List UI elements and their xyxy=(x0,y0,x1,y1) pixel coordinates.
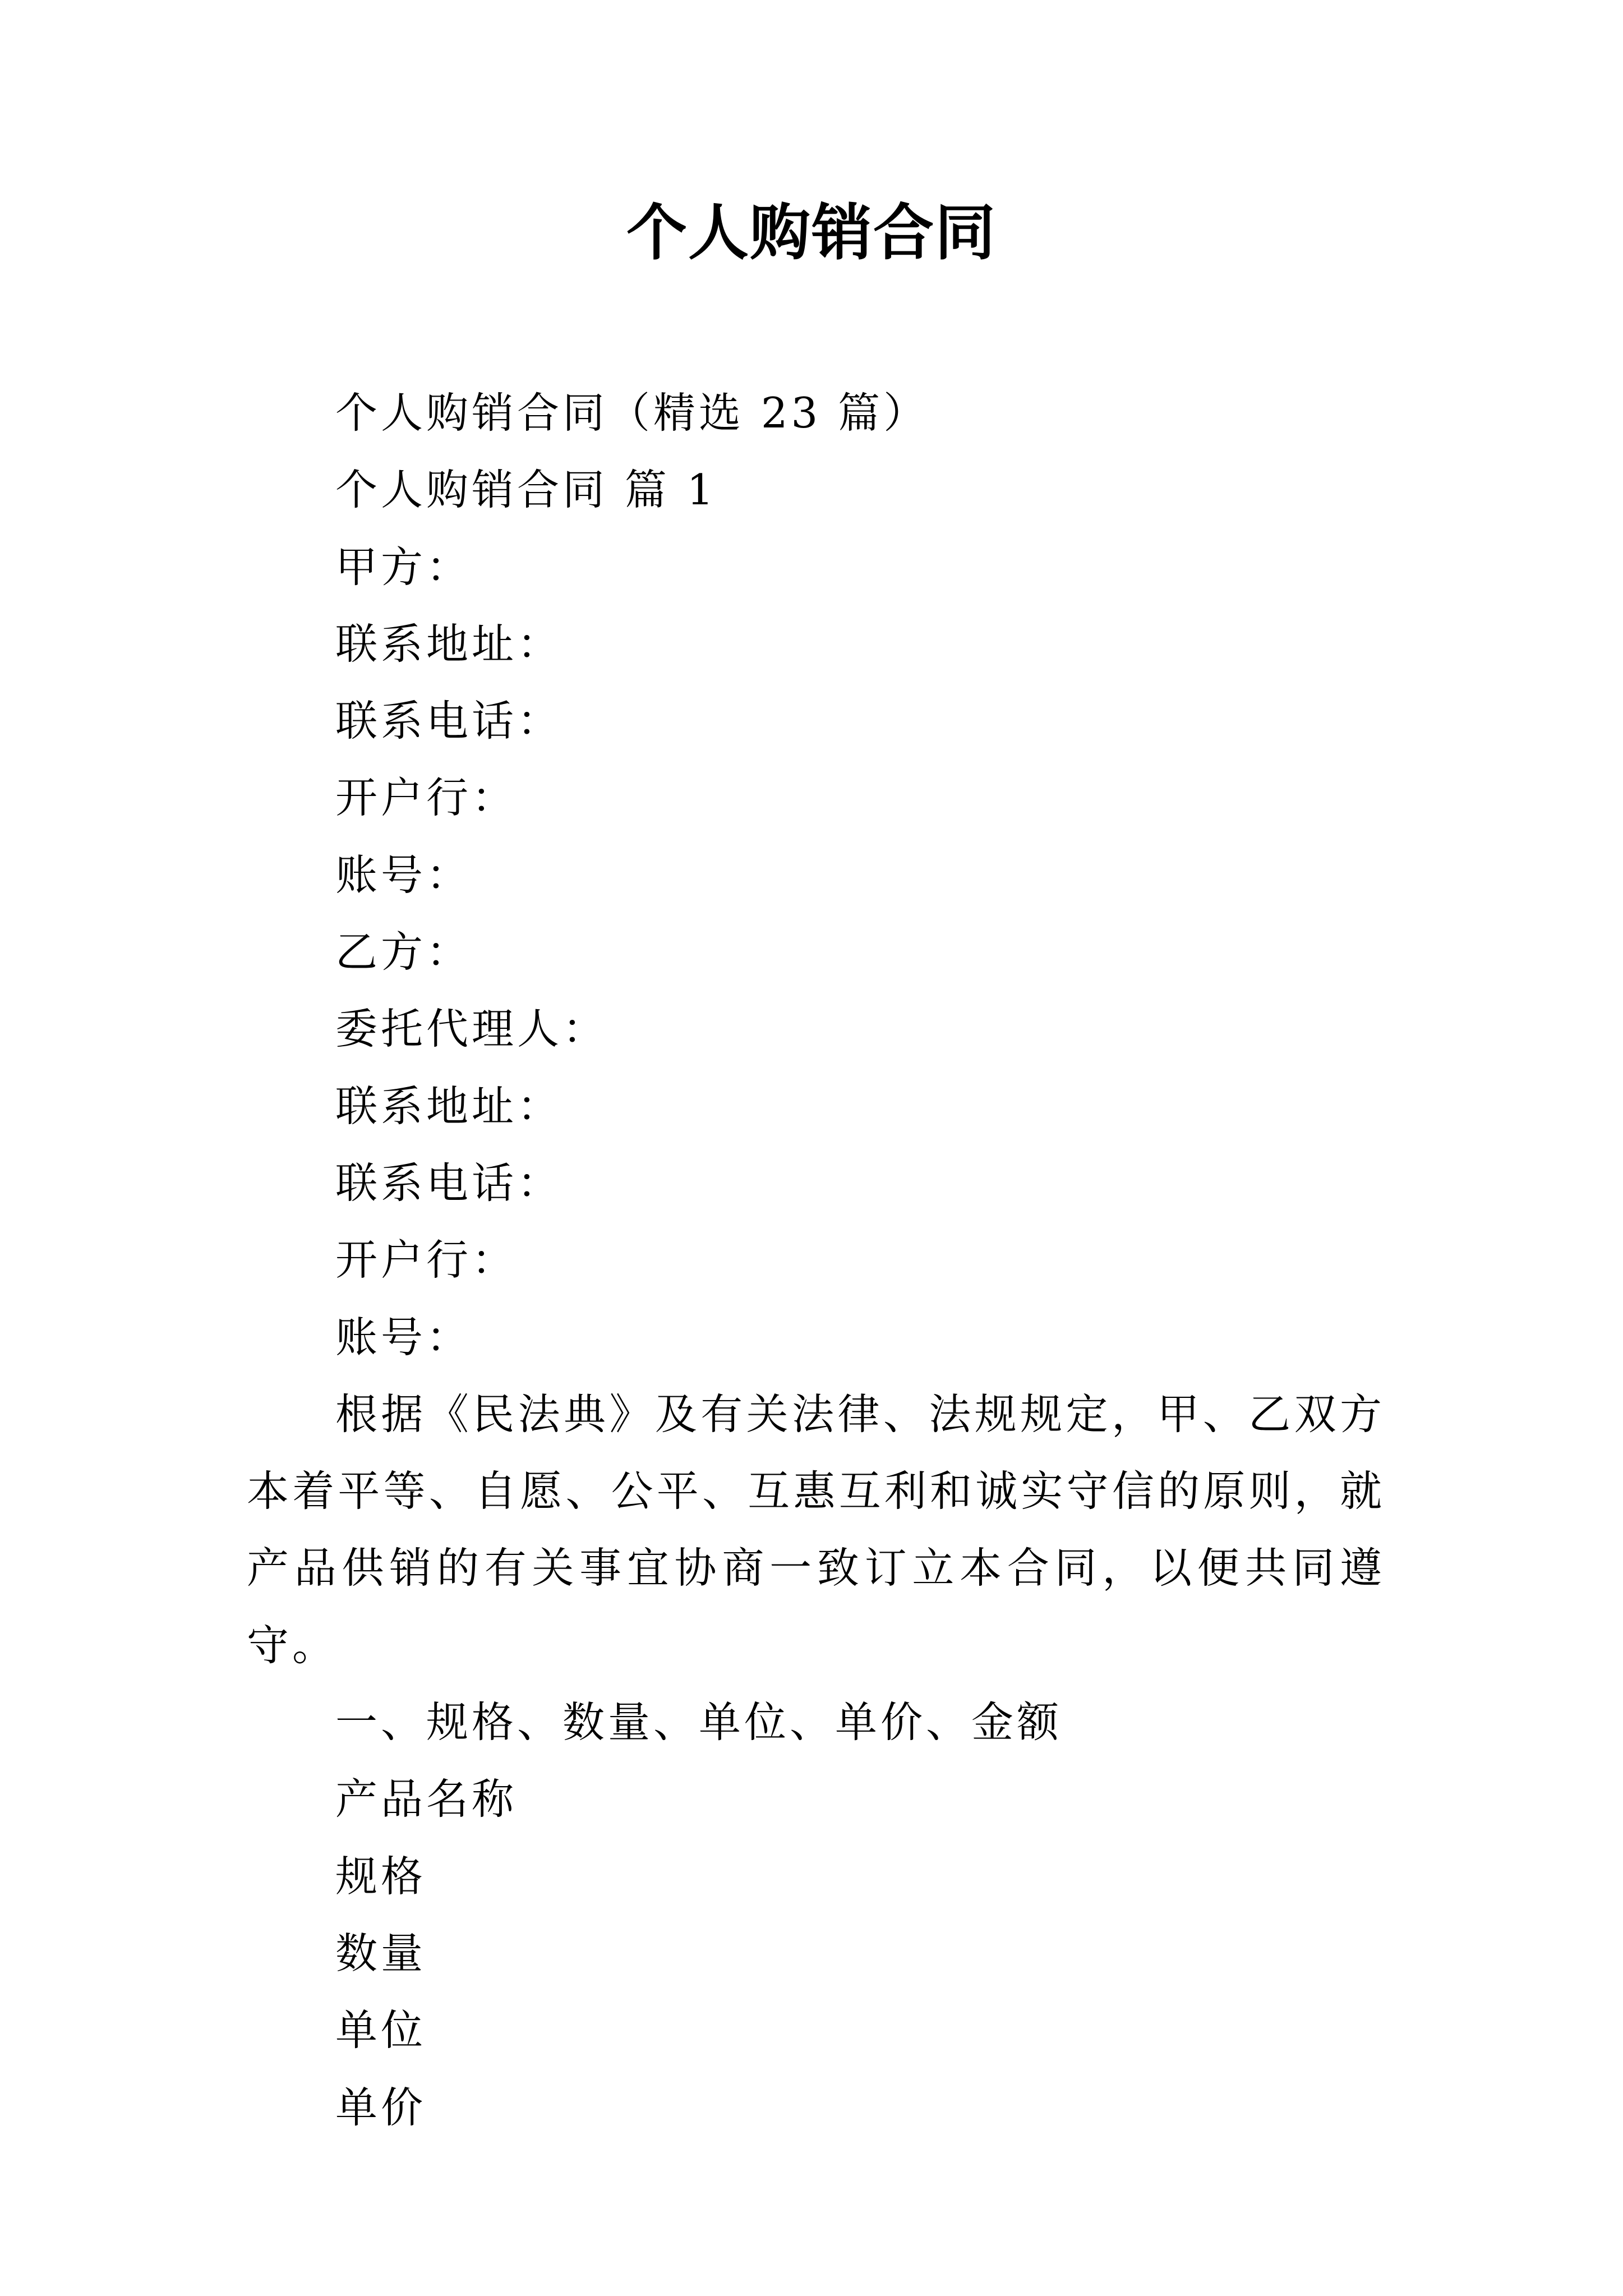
clause-1-field-quantity: 数量 xyxy=(335,1928,427,1978)
clause-1-heading: 一、规格、数量、单位、单价、金额 xyxy=(335,1697,1063,1747)
document-body xyxy=(247,375,1385,2146)
party-a-address-label: 联系地址： xyxy=(335,619,563,669)
intro-paragraph: 根据《民法典》及有关法律、法规规定，甲、乙双方本着平等、自愿、公平、互惠互利和诚实守信的原则，就产品供销的有关事宜协商一致订立本合同，以便共同遵守。 xyxy=(247,1389,1385,1670)
clause-1-field-unit: 单位 xyxy=(335,2005,427,2055)
clause-1-field-product-name: 产品名称 xyxy=(335,1774,518,1824)
clause-1-field-spec: 规格 xyxy=(335,1851,427,1901)
party-b-bank-label: 开户行： xyxy=(335,1235,518,1285)
party-a-label: 甲方： xyxy=(335,542,472,592)
clause-1-field-unit-price: 单价 xyxy=(335,2082,427,2132)
party-a-bank-label: 开户行： xyxy=(335,773,518,823)
section-heading: 个人购销合同 篇 1 xyxy=(335,465,717,515)
party-b-account-label: 账号： xyxy=(335,1312,472,1362)
party-b-label: 乙方： xyxy=(335,927,472,977)
party-b-phone-label: 联系电话： xyxy=(335,1158,563,1208)
document-subtitle: 个人购销合同（精选 23 篇） xyxy=(335,388,929,438)
document-title: 个人购销合同 xyxy=(626,197,997,268)
party-b-agent-label: 委托代理人： xyxy=(335,1004,608,1054)
party-a-account-label: 账号： xyxy=(335,850,472,900)
party-b-address-label: 联系地址： xyxy=(335,1081,563,1131)
party-a-phone-label: 联系电话： xyxy=(335,696,563,746)
